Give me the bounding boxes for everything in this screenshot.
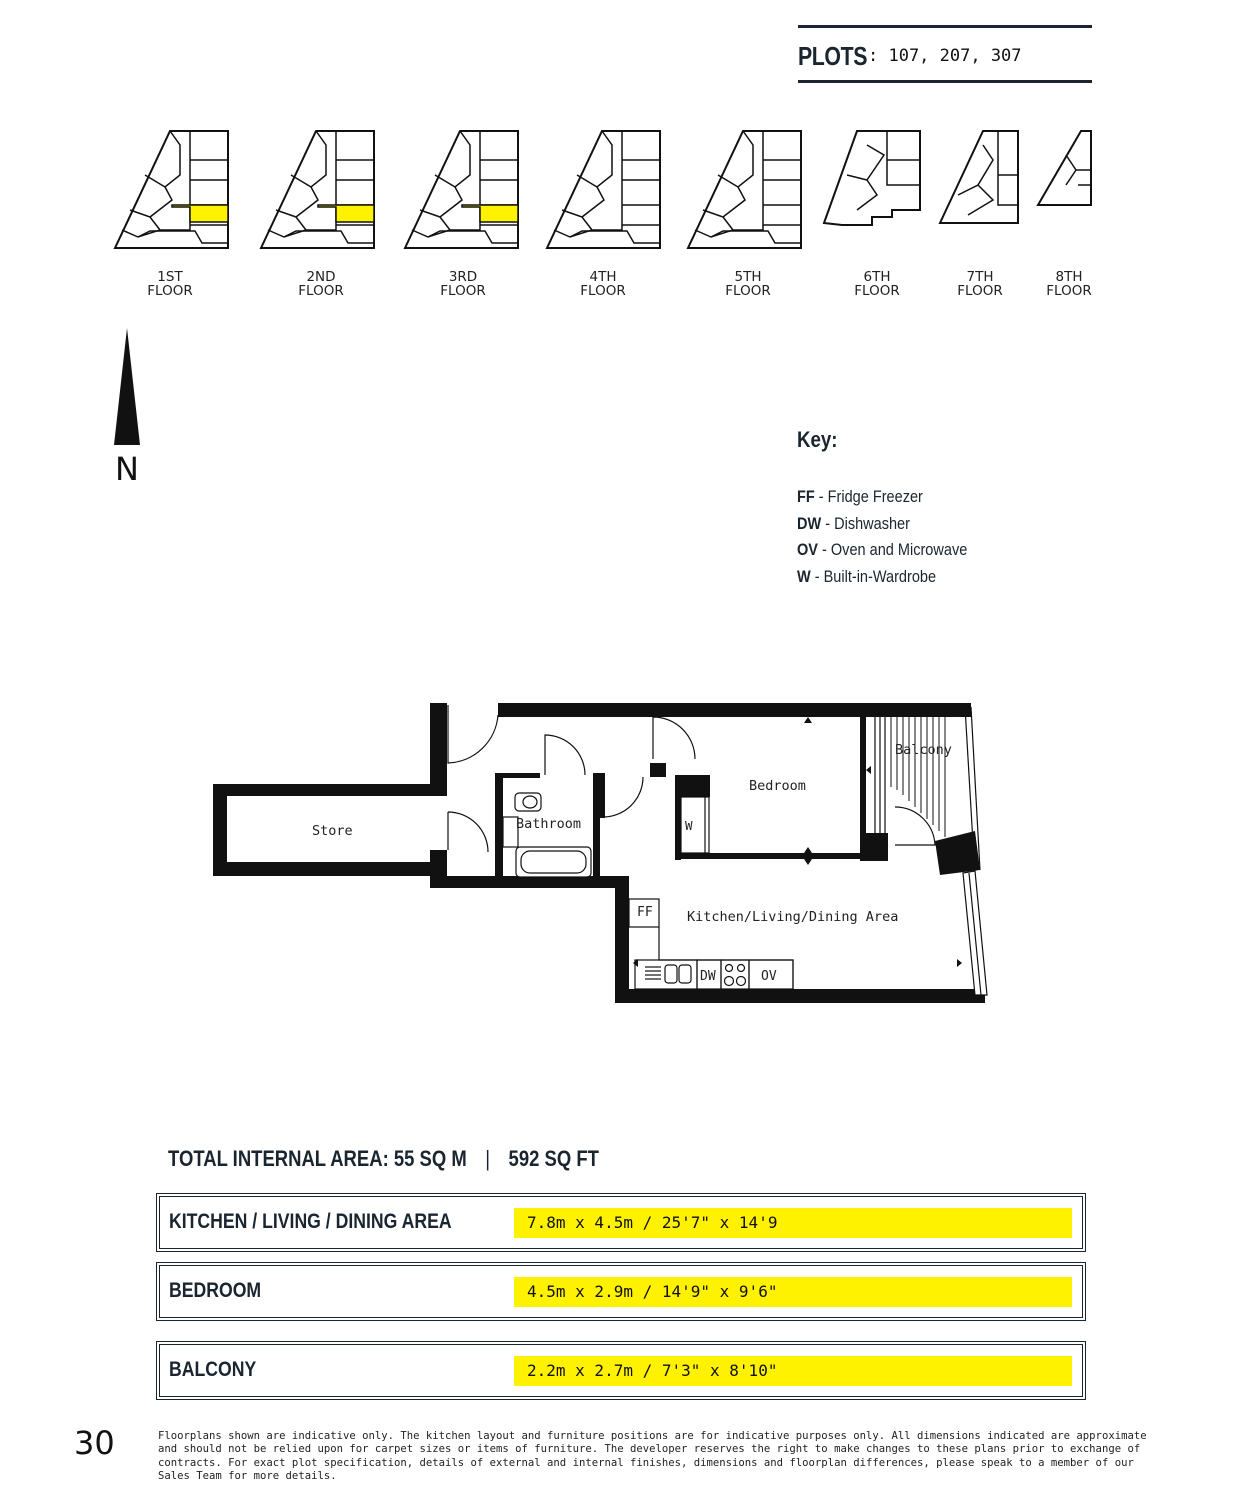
floor-thumb-8 [1038, 131, 1091, 205]
room-dimensions: 7.8m x 4.5m / 25'7" x 14'9 [514, 1208, 1072, 1238]
floor-label-5: 5TH FLOOR [725, 269, 771, 299]
floor-thumb-4 [547, 131, 660, 248]
key-title: Key: [797, 427, 838, 452]
floor-thumb-5 [688, 131, 801, 248]
key-item-w: W - Built-in-Wardrobe [797, 567, 937, 586]
total-area-sqft: 592 SQ FT [508, 1146, 599, 1171]
plan-label-kitchen: Kitchen/Living/Dining Area [687, 909, 899, 925]
plan-label-ov: OV [761, 969, 777, 984]
floor-label-8: 8TH FLOOR [1046, 269, 1092, 299]
key-legend [797, 427, 1057, 594]
floor-key-plans [110, 125, 1110, 255]
plan-label-balcony: Balcony [895, 742, 952, 758]
total-area-separator: | [485, 1146, 491, 1171]
room-dimensions: 2.2m x 2.7m / 7'3" x 8'10" [514, 1356, 1072, 1386]
floor-label-4: 4TH FLOOR [580, 269, 626, 299]
plan-label-bedroom: Bedroom [749, 778, 806, 794]
plan-label-store: Store [312, 823, 353, 839]
floor-labels [0, 270, 1238, 310]
key-item-ov: OV - Oven and Microwave [797, 541, 968, 559]
room-row-bedroom [156, 1262, 1086, 1321]
disclaimer-text: Floorplans shown are indicative only. The kitchen layout and furniture positions are for indicative purposes only. All dimensions indicated are approximate and should not be relied upon for carpet sizes or items of furniture. The developer reserves the right to make changes to these plans prior to exchange of contracts. For exact plot specification, details of external and internal finishes, dimensions and floorplan differences, please speak to a member of our Sales Team for more details. [158, 1430, 1147, 1483]
room-row-kitchen [156, 1193, 1086, 1252]
floor-label-6: 6TH FLOOR [854, 269, 900, 299]
key-item-ff: FF - Fridge Freezer [797, 488, 923, 506]
floor-thumb-7 [940, 131, 1018, 223]
plan-label-ff: FF [637, 905, 653, 920]
total-area-sqm: TOTAL INTERNAL AREA: 55 SQ M [168, 1146, 467, 1171]
plan-label-bathroom: Bathroom [516, 816, 582, 832]
floor-label-3: 3RD FLOOR [440, 269, 486, 299]
floor-thumb-6 [824, 131, 920, 225]
plots-values: : 107, 207, 307 [868, 46, 1022, 66]
floor-thumb-1 [115, 131, 228, 248]
floorplan-drawing [205, 695, 995, 1015]
plots-label: PLOTS [798, 41, 868, 71]
plan-label-w: W [685, 818, 693, 833]
floor-label-2: 2ND FLOOR [298, 269, 344, 299]
room-dimensions: 4.5m x 2.9m / 14'9" x 9'6" [514, 1277, 1072, 1307]
north-label: N [115, 450, 139, 488]
page-number: 30 [74, 1424, 115, 1462]
room-row-balcony [156, 1341, 1086, 1400]
room-name: BEDROOM [169, 1279, 262, 1302]
room-name: KITCHEN / LIVING / DINING AREA [169, 1210, 452, 1233]
floor-thumb-3 [405, 131, 518, 248]
room-name: BALCONY [169, 1358, 257, 1381]
floor-thumb-2 [261, 131, 374, 248]
plan-label-dw: DW [700, 969, 716, 984]
plots-header [798, 25, 1092, 83]
total-internal-area [168, 1146, 599, 1172]
balcony-hatch [891, 717, 945, 837]
floor-label-7: 7TH FLOOR [957, 269, 1003, 299]
floor-label-1: 1ST FLOOR [147, 269, 193, 299]
key-item-dw: DW - Dishwasher [797, 514, 910, 533]
